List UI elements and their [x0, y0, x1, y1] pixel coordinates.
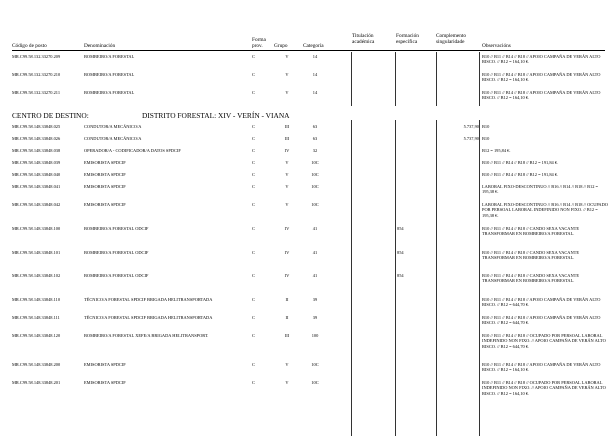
- grid-line: [479, 120, 480, 436]
- cell-forma: C: [252, 297, 255, 302]
- cell-code: MR.C99.58.148.33848.120: [12, 333, 61, 338]
- cell-observacions: B10 // B11 // B14 // B18 // B12 = 191,84 €.: [482, 172, 559, 177]
- cell-denomination: TÉCNICO/A FORESTAL SPDCIF BRIGADA HELITRANSPORTADA: [84, 297, 213, 302]
- cell-grupo: V: [285, 362, 289, 367]
- cell-observacions: B10 // B11 // B14 // B18 // APOIO CAMPAÑA DE VERÁN ALTO RISCO. // B12 = 644,70 €.: [482, 297, 601, 308]
- cell-grupo: IV: [284, 273, 290, 278]
- header-forma-l2: prov.: [252, 43, 263, 49]
- cell-observacions: B10 // B11 // B14 // B18 // APOIO CAMPAÑA DE VERÁN ALTO RISCO. // B12 = 164,10 €.: [482, 72, 601, 83]
- cell-grupo: III: [284, 124, 290, 129]
- section-heading: [12, 111, 290, 120]
- cell-grupo: IV: [284, 226, 290, 231]
- cell-observacions: B10 // B11 // B14 // B18 // APOIO CAMPAÑA DE VERÁN ALTO RISCO. // B12 = 164,10 €.: [482, 90, 601, 101]
- cell-formacion: 854: [397, 250, 404, 255]
- grid-line: [395, 52, 396, 106]
- header-formacion-l1: Formación: [396, 33, 419, 39]
- header-grupo: Grupo: [274, 43, 288, 49]
- cell-denomination: OPERADOR/A - CODIFICADOR/A DATOS SPDCIF: [84, 148, 181, 153]
- cell-grupo: V: [285, 380, 289, 385]
- cell-denomination: BOMBEIRO/A FORESTAL ODCIF: [84, 273, 149, 278]
- cell-grupo: V: [285, 54, 289, 59]
- cell-forma: C: [252, 160, 255, 165]
- cell-grupo: III: [284, 136, 290, 141]
- cell-categoria: 39: [312, 297, 318, 302]
- header-rule: [12, 50, 605, 51]
- cell-categoria: 10C: [311, 380, 319, 385]
- cell-observacions: B12 = 195,84 €.: [482, 148, 511, 153]
- cell-categoria: 10C: [311, 172, 319, 177]
- cell-observacions: B10 // B11 // B14 // B18 // B12 = 191,84 €.: [482, 160, 559, 165]
- cell-forma: C: [252, 124, 255, 129]
- cell-denomination: TÉCNICO/A FORESTAL SPDCIF BRIGADA HELITRANSPORTADA: [84, 315, 213, 320]
- cell-code: MR.C99.58.148.33848.040: [12, 172, 61, 177]
- cell-code: MR.C99.58.148.33848.038: [12, 148, 61, 153]
- section-district: DISTRITO FORESTAL: XIV - VERÍN - VIANA: [142, 111, 290, 120]
- grid-line: [436, 52, 437, 106]
- cell-formacion: 854: [397, 273, 404, 278]
- cell-observacions: LABORAL FIXO-DESCONTINUO // B16 // B14 // B18 // OCUPADO POR PERSOAL LABORAL INDEFINIDO NON FIXO. // B12 = 195,38 €.: [482, 202, 608, 218]
- cell-forma: C: [252, 90, 255, 95]
- cell-categoria: 32: [312, 148, 318, 153]
- cell-categoria: 100: [311, 333, 319, 338]
- cell-denomination: EMISORISTA SPDCIF: [84, 172, 126, 177]
- cell-grupo: V: [285, 90, 289, 95]
- cell-denomination: EMISORISTA SPDCIF: [84, 380, 126, 385]
- cell-categoria: 10C: [311, 184, 319, 189]
- cell-complemento: 5.737,90: [463, 136, 479, 141]
- header-complemento-l2: singularidade: [436, 39, 465, 45]
- cell-observacions: LABORAL FIXO-DESCONTINUO // B16 // B14 // B18 // B12 = 195,38 €.: [482, 184, 598, 195]
- cell-observacions: B10 // B11 // B14 // B18 // APOIO CAMPAÑA DE VERÁN ALTO RISCO. // B12 = 164,10 €.: [482, 54, 601, 65]
- cell-grupo: II: [285, 297, 289, 302]
- header-titulacion-l1: Titulación: [352, 33, 374, 39]
- grid-line: [351, 52, 352, 106]
- cell-forma: C: [252, 362, 255, 367]
- cell-code: MR.C99.58.148.33848.110: [12, 297, 61, 302]
- cell-forma: C: [252, 250, 255, 255]
- cell-categoria: 41: [312, 226, 318, 231]
- cell-code: MR.C99.58.148.33848.026: [12, 136, 61, 141]
- cell-code: MR.C99.58.148.33848.039: [12, 160, 61, 165]
- cell-forma: C: [252, 184, 255, 189]
- cell-code: MR.C99.58.148.33848.102: [12, 273, 61, 278]
- cell-grupo: III: [284, 333, 290, 338]
- cell-categoria: 10C: [311, 202, 319, 207]
- cell-grupo: V: [285, 160, 289, 165]
- cell-categoria: 39: [312, 315, 318, 320]
- cell-observacions: B10 // B11 // B14 // B18 // APOIO CAMPAÑA DE VERÁN ALTO RISCO. // B12 = 644,70 €.: [482, 315, 601, 326]
- cell-forma: C: [252, 136, 255, 141]
- header-complemento-l1: Complemento: [436, 33, 467, 39]
- cell-code: MR.C99.58.148.33848.111: [12, 315, 60, 320]
- cell-code: MR.C99.58.132.33270.211: [12, 90, 61, 95]
- cell-grupo: IV: [284, 148, 290, 153]
- cell-forma: C: [252, 54, 255, 59]
- cell-code: MR.C99.58.148.33848.101: [12, 250, 61, 255]
- cell-denomination: EMISORISTA SPDCIF: [84, 184, 126, 189]
- grid-line: [351, 120, 352, 436]
- cell-categoria: 14: [312, 72, 318, 77]
- cell-observacions: B10 // B11 // B14 // B18 // CANDO SEXA VACANTE TRANSFORMAR EN BOMBEIRO/A FORESTAL.: [482, 273, 580, 284]
- cell-grupo: V: [285, 184, 289, 189]
- cell-grupo: V: [285, 72, 289, 77]
- cell-code: MR.C99.58.148.33848.100: [12, 226, 61, 231]
- cell-grupo: IV: [284, 250, 290, 255]
- cell-grupo: V: [285, 172, 289, 177]
- grid-line: [436, 120, 437, 436]
- cell-forma: C: [252, 202, 255, 207]
- cell-denomination: BOMBEIRO/A FORESTAL: [84, 54, 135, 59]
- cell-denomination: CONDUTOR/A MECÁNICO/A: [84, 136, 142, 141]
- cell-formacion: 854: [397, 226, 404, 231]
- cell-observacions: B10 // B11 // B14 // B18 // CANDO SEXA VACANTE TRANSFORMAR EN BOMBEIRO/A FORESTAL.: [482, 250, 580, 261]
- cell-observacions: B10: [482, 136, 490, 141]
- cell-categoria: 63: [312, 136, 318, 141]
- cell-forma: C: [252, 148, 255, 153]
- header-titulacion-l2: académica: [352, 39, 375, 45]
- cell-denomination: EMISORISTA SPDCIF: [84, 202, 126, 207]
- cell-forma: C: [252, 315, 255, 320]
- cell-grupo: V: [285, 202, 289, 207]
- cell-observacions: B10 // B11 // B14 // B18 // OCUPADO POR PERSOAL LABORAL INDEFINIDO NON FIXO. // APOIO CAMPAÑA DE VERÁN ALTO RISCO. // B12 = 164,10 €.: [482, 380, 606, 396]
- cell-denomination: BOMBEIRO/A FORESTAL XEFE/A BRIGADA HELITRANSPORT.: [84, 333, 209, 338]
- cell-code: MR.C99.58.148.33848.200: [12, 362, 61, 367]
- cell-denomination: EMISORISTA SPDCIF: [84, 362, 126, 367]
- cell-code: MR.C99.58.132.33270.210: [12, 72, 61, 77]
- cell-code: MR.C99.58.148.33848.041: [12, 184, 61, 189]
- header-codigo: Código de posto: [12, 43, 47, 49]
- cell-observacions: B10: [482, 124, 490, 129]
- cell-forma: C: [252, 333, 255, 338]
- cell-denomination: BOMBEIRO/A FORESTAL: [84, 90, 135, 95]
- cell-denomination: CONDUTOR/A MECÁNICO/A: [84, 124, 142, 129]
- cell-denomination: BOMBEIRO/A FORESTAL ODCIF: [84, 250, 149, 255]
- header-denominacion: Denominación: [84, 43, 116, 49]
- cell-categoria: 41: [312, 250, 318, 255]
- cell-code: MR.C99.58.148.33848.042: [12, 202, 61, 207]
- cell-categoria: 10C: [311, 160, 319, 165]
- cell-denomination: BOMBEIRO/A FORESTAL: [84, 72, 135, 77]
- section-label: CENTRO DE DESTINO:: [12, 111, 89, 120]
- header-observacions: Observacións: [482, 43, 511, 49]
- header-forma-l1: Forma: [252, 37, 266, 43]
- cell-complemento: 5.737,90: [463, 124, 479, 129]
- grid-line: [479, 52, 480, 106]
- cell-denomination: EMISORISTA SPDCIF: [84, 160, 126, 165]
- cell-forma: C: [252, 72, 255, 77]
- cell-forma: C: [252, 172, 255, 177]
- header-categoria: Categoría: [303, 43, 324, 49]
- cell-observacions: B10 // B11 // B14 // B18 // OCUPADO POR PERSOAL LABORAL INDEFINIDO NON FIXO. // APOIO CAMPAÑA DE VERÁN ALTO RISCO. // B12 = 644,70 €.: [482, 333, 606, 349]
- cell-denomination: BOMBEIRO/A FORESTAL ODCIF: [84, 226, 149, 231]
- cell-code: MR.C99.58.132.33270.209: [12, 54, 61, 59]
- cell-categoria: 10C: [311, 362, 319, 367]
- cell-forma: C: [252, 273, 255, 278]
- cell-observacions: B10 // B11 // B14 // B18 // APOIO CAMPAÑA DE VERÁN ALTO RISCO. // B12 = 164,10 €.: [482, 362, 601, 373]
- cell-code: MR.C99.58.148.33848.025: [12, 124, 61, 129]
- grid-line: [395, 120, 396, 436]
- cell-code: MR.C99.58.148.33848.201: [12, 380, 61, 385]
- cell-categoria: 14: [312, 90, 318, 95]
- cell-grupo: II: [285, 315, 289, 320]
- header-formacion-l2: específica: [396, 39, 418, 45]
- cell-observacions: B10 // B11 // B14 // B18 // CANDO SEXA VACANTE TRANSFORMAR EN BOMBEIRO/A FORESTAL.: [482, 226, 580, 237]
- cell-categoria: 63: [312, 124, 318, 129]
- cell-forma: C: [252, 226, 255, 231]
- cell-forma: C: [252, 380, 255, 385]
- cell-categoria: 41: [312, 273, 318, 278]
- cell-categoria: 14: [312, 54, 318, 59]
